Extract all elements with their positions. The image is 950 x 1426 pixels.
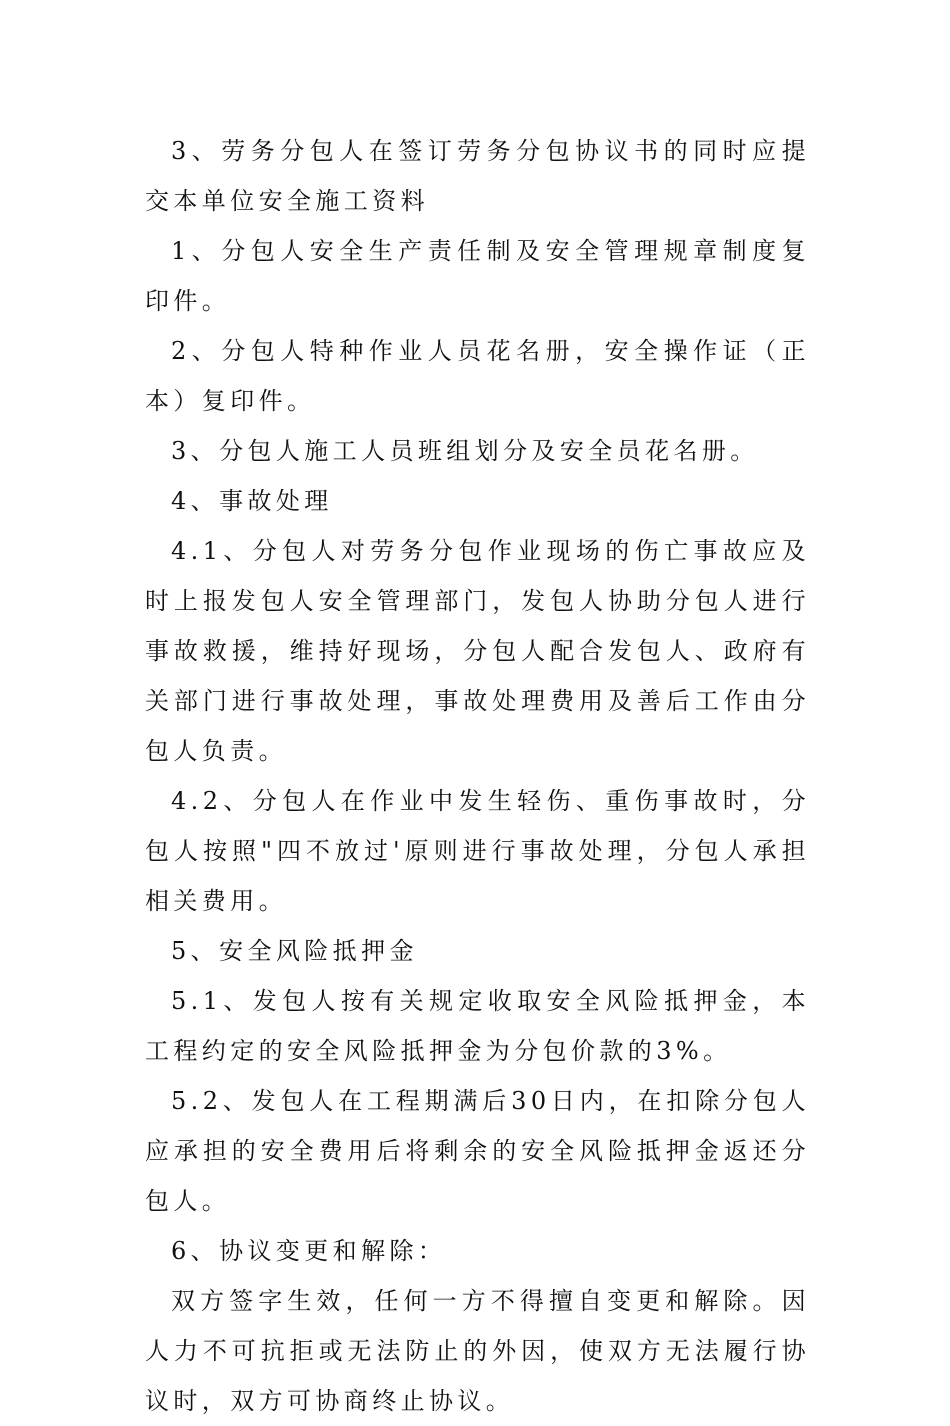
document-body xyxy=(145,126,810,1426)
paragraph-5-2: 5.2、发包人在工程期满后30日内，在扣除分包人应承担的安全费用后将剩余的安全风险抵押金返还分包人。 xyxy=(145,1087,810,1215)
section-heading-accident: 4、事故处理 xyxy=(171,487,333,515)
paragraph-safety-materials: 3、劳务分包人在签订劳务分包协议书的同时应提交本单位安全施工资料 xyxy=(145,137,810,215)
paragraph-4-2: 4.2、分包人在作业中发生轻伤、重伤事故时，分包人按照"四不放过'原则进行事故处理，分包人承担相关费用。 xyxy=(145,787,810,915)
paragraph-item-2: 2、分包人特种作业人员花名册，安全操作证（正本）复印件。 xyxy=(145,337,810,415)
paragraph-item-1: 1、分包人安全生产责任制及安全管理规章制度复印件。 xyxy=(145,237,810,315)
paragraph-4-1: 4.1、分包人对劳务分包作业现场的伤亡事故应及时上报发包人安全管理部门，发包人协助分包人进行事故救援，维持好现场，分包人配合发包人、政府有关部门进行事故处理，事故处理费用及善后工作由分包人负责。 xyxy=(145,537,810,765)
section-heading-deposit: 5、安全风险抵押金 xyxy=(171,937,418,965)
paragraph-change-terms: 双方签字生效，任何一方不得擅自变更和解除。因人力不可抗拒或无法防止的外因，使双方无法履行协议时，双方可协商终止协议。 xyxy=(145,1287,810,1415)
section-heading-change: 6、协议变更和解除： xyxy=(171,1237,447,1265)
paragraph-5-1: 5.1、发包人按有关规定收取安全风险抵押金，本工程约定的安全风险抵押金为分包价款的3%。 xyxy=(145,987,810,1065)
paragraph-item-3: 3、分包人施工人员班组划分及安全员花名册。 xyxy=(171,437,759,465)
